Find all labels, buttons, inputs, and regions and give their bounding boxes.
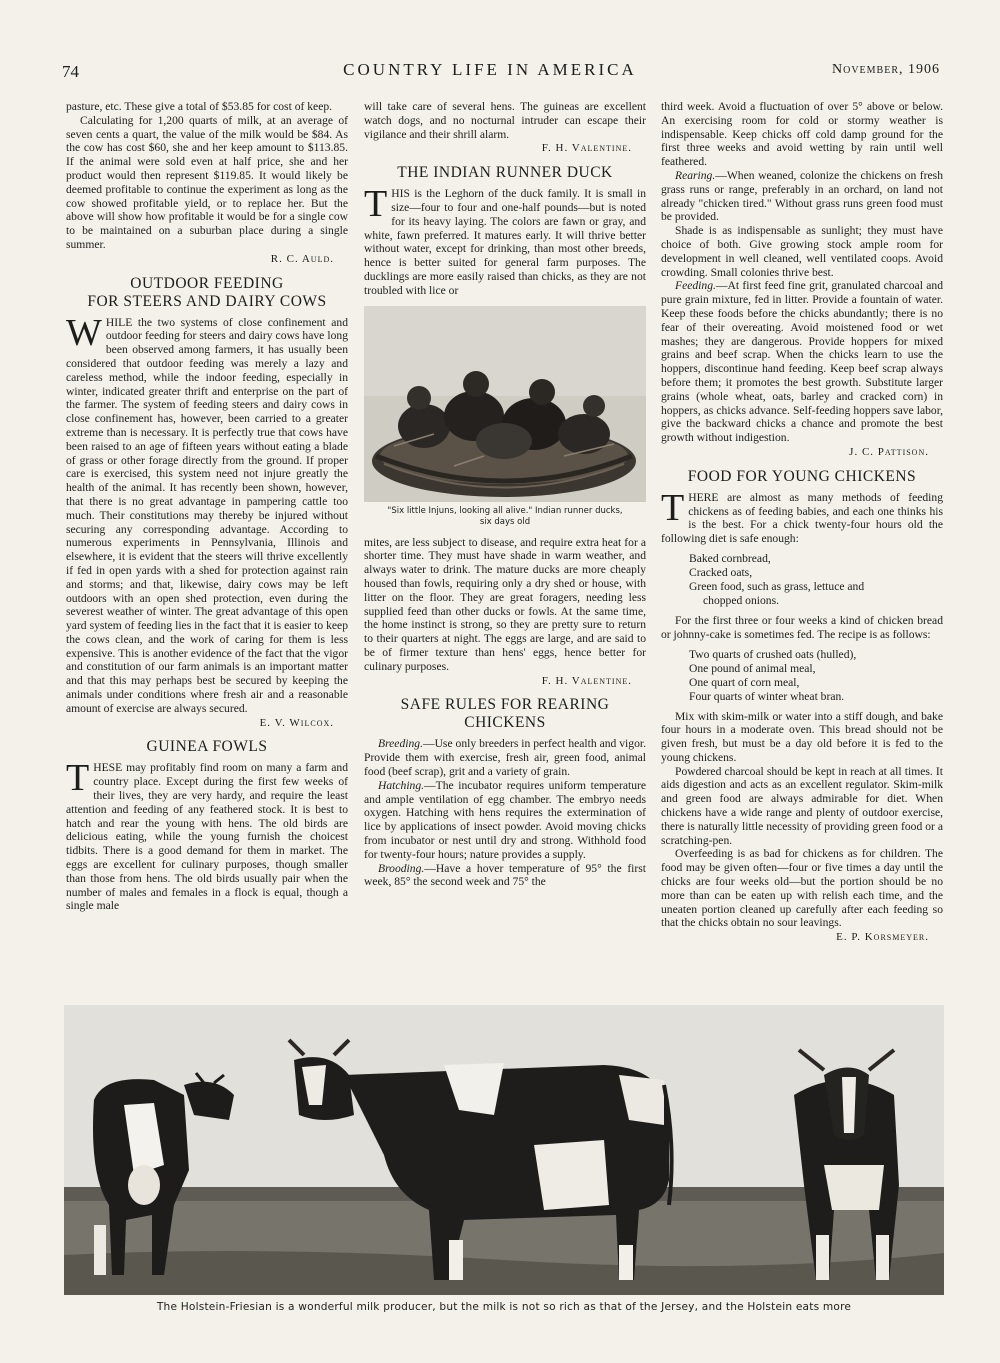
- list-item: One quart of corn meal,: [689, 675, 800, 689]
- paragraph: third week. Avoid a fluctuation of over 5° above or below. An exercising room for cold or stormy weather is indispensable. Keep chicks off cold damp ground for the first three weeks and avoid wetting by rain until well feathered.: [661, 100, 943, 169]
- title-line: OUTDOOR FEEDING: [130, 274, 284, 292]
- drop-cap: T: [364, 183, 388, 226]
- drop-cap: T: [66, 757, 90, 800]
- article-body: [66, 757, 348, 913]
- paragraph: Shade is as indispensable as sunlight; they must have choice of both. Give growing stock ample room for development in well cleaned, well ventilated coops. Avoid crowding. Small colonies thrive best.: [661, 224, 943, 279]
- ducklings-illustration: [364, 306, 646, 502]
- list-item: Baked cornbread,: [689, 551, 771, 565]
- drop-cap: T: [661, 486, 685, 529]
- caption-line: six days old: [479, 516, 531, 527]
- title-line: SAFE RULES FOR REARING: [400, 696, 610, 714]
- author-signature: J. C. Pattison.: [849, 445, 929, 458]
- body-text: HERE are almost as many methods of feeding chickens as of feeding babies, and each one thinks his is the best. For a chick twenty-four hours old the following diet is safe enough:: [661, 490, 943, 546]
- list-item: Green food, such as grass, lettuce and: [689, 579, 865, 593]
- paragraph: pasture, etc. These give a total of $53.85 for cost of keep.: [66, 100, 333, 113]
- cows-illustration: [64, 1005, 944, 1295]
- article-body: [364, 183, 646, 297]
- page-number: 74: [62, 62, 79, 81]
- paragraph: For the first three or four weeks a kind of chicken bread or johnny-cake is sometimes fed. The recipe is as follows:: [661, 613, 943, 641]
- ducklings-photo: [364, 306, 646, 502]
- list-item: chopped onions.: [703, 593, 779, 607]
- paragraph: Powdered charcoal should be kept in reach at all times. It aids digestion and acts as an excellent regulator. Skim-milk and green food are always admirable for diet. When chickens have a wide range and plenty of outdoor exercise, there is naturally little necessity of providing green food or a scratching-pen.: [661, 764, 943, 847]
- body-text: —Have a hover temperature of 95° the first week, 85° the second week and 75° the: [364, 861, 646, 889]
- article-title-safe-rules: [364, 696, 646, 732]
- caption-line: "Six little Injuns, looking all alive." Indian runner ducks,: [387, 505, 623, 516]
- column-1: [66, 100, 348, 990]
- paragraph: [661, 279, 943, 445]
- drop-cap: W: [66, 311, 102, 354]
- body-text: HESE may profitably find room on many a farm and country place. Except during the first few weeks of their lives, they are very hardy, and require the least attention and feeding of any feathered stock. It is best to hatch and rear the young with hens. The old birds are delicious eating, while the young furnish the choicest tidbits. There is a good demand for them in market. The eggs are excellent for culinary purposes, though smaller than those from hens. The old birds usually pair when the number of males and females in a flock is equal, though a single male: [66, 761, 348, 913]
- list-item: Four quarts of winter wheat bran.: [689, 689, 845, 703]
- article-body: [66, 311, 348, 716]
- paragraph: Mix with skim-milk or water into a stiff dough, and bake four hours in a moderate oven. This bread should not be given fresh, but must be a day old before it is fed to the young chickens.: [661, 709, 943, 764]
- column-3: [661, 100, 943, 990]
- body-text: —The incubator requires uniform temperature and ample ventilation of egg chamber. The embryo needs oxygen. Hatching with hens requires the extermination of lice by applications of insect powder. Avoid moving chicks from incubator or nest until dry and strong. Withhold food for twenty-four hours; nature provides a supply.: [364, 778, 646, 861]
- list-item: One pound of animal meal,: [689, 661, 816, 675]
- recipe-list: [689, 648, 943, 704]
- article-title-outdoor-feeding: [66, 275, 348, 311]
- column-2: [364, 100, 646, 990]
- magazine-title: COUNTRY LIFE IN AMERICA: [343, 60, 637, 79]
- run-in-heading: Brooding.: [378, 861, 425, 875]
- paragraph: [661, 169, 943, 224]
- issue-date: November, 1906: [831, 62, 940, 77]
- article-title-food-for-young-chickens: FOOD FOR YOUNG CHICKENS: [687, 467, 917, 485]
- body-text: HIS is the Leghorn of the duck family. It is small in size—four to four and one-half pounds—but is noted for its heavy laying. The colors are fawn or gray, and white, fawn preferred. It matures early. It will thrive better without water, except for drinking, than most other breeds, hence is better suited for general farm purposes. The ducklings are more easily raised than chicks, as they are not troubled with lice or: [364, 187, 646, 297]
- paragraph: mites, are less subject to disease, and require extra heat for a shorter time. They must have shade in warm weather, and always water to drink. The mature ducks are more cheaply housed than fowls, requiring only a dry shed or house, with litter on the floor. They are great foragers, needing less supplied feed than other ducks or fowls. At the same time, the home instinct is strong, so they are pretty sure to return to their quarters at night. The eggs are large, and are said to be of firmer texture than hens' eggs, hence better for culinary purposes.: [364, 535, 646, 673]
- author-signature: E. P. Korsmeyer.: [836, 931, 929, 944]
- author-signature: E. V. Wilcox.: [259, 716, 334, 729]
- list-item: Cracked oats,: [689, 565, 753, 579]
- title-line: CHICKENS: [464, 714, 546, 732]
- run-in-heading: Rearing.: [675, 168, 716, 182]
- title-line: FOR STEERS AND DAIRY COWS: [87, 292, 327, 310]
- body-text: HILE the two systems of close confinement and outdoor feeding for steers and dairy cows have long been observed among farmers, it has usually been considered that outdoor feeding was merely a lazy and careless method, while the indoor feeding, especially in winter, indicated greater thrift and enterprise on the part of the farmer. The system of feeding steers and dairy cows in close confinement has, however, been carried to a greater extreme than is necessary. It is perfectly true that cows have been raised to an age of fifteen years without eating a blade of grass or other forage directly from the ground. If proper care is exercised, this system need not injure greatly the health of the animal. It has recently been shown, however, that there is no great advantage in pampering cattle too much. Their constitutions may thereby be injured without securing any corresponding advantage. According to numerous experiments in Pennsylvania, Illinois and elsewhere, it is evident that the steers will thrive excellently if fed in open yards with a shed for protection against rain and storms; and that, likewise, dairy cows may be left outdoors with an open shed protection, even during the severest weather of winter. The great advantage of this open yard system of feeding lies in the fact that it is easier to keep the cows clean, and the work of caring for them is less expensive. This is another evidence of the fact that the vigor and constitution of our farm animals is an important matter and that this may perhaps best be secured by keeping the animals under conditions where fresh air and a reasonable amount of exercise are always secured.: [66, 315, 348, 715]
- cows-caption: The Holstein-Friesian is a wonderful milk producer, but the milk is not so rich as that of the Jersey, and the Holstein eats more: [156, 1301, 852, 1313]
- article-body: [661, 486, 943, 546]
- diet-list: [689, 552, 943, 608]
- article-title-guinea-fowls: GUINEA FOWLS: [146, 738, 268, 756]
- holstein-cows-photo: [64, 1005, 944, 1295]
- author-signature: F. H. Valentine.: [541, 142, 632, 155]
- run-in-heading: Hatching.: [378, 778, 425, 792]
- paragraph: Calculating for 1,200 quarts of milk, at an average of seven cents a quart, the value of the milk would be $84. As the cow has cost $60, she and her keep amount to $113.85. If the animal were sold even at half price, she and her product would then represent $119.85. It would likely be deemed profitable to continue the experiment as long as the cow showed profitable yield, or to replace her. But the above will show how profitable it would be for a single cow to be maintained on a suburban place during a single summer.: [66, 113, 348, 251]
- author-signature: R. C. Auld.: [270, 252, 334, 265]
- paragraph: [364, 737, 646, 778]
- author-signature: F. H. Valentine.: [541, 674, 632, 687]
- ducklings-caption: [364, 506, 646, 528]
- body-text: —When weaned, colonize the chickens on fresh grass runs or range, preferably in an orchard, on land not already "chicken tired." Without grass runs green food must be provided.: [661, 168, 943, 224]
- paragraph: Overfeeding is as bad for chickens as for children. The food may be given often—four or five times a day until the chicks are four weeks old—but the portion should be no more than can be eaten up with relish each time, and the uneaten portion cleaned up carefully after each feeding so that the chicks obtain no sour leavings.: [661, 847, 943, 930]
- paragraph: [364, 862, 646, 890]
- body-text: —Use only breeders in perfect health and vigor. Provide them with exercise, fresh air, green food, animal food (beef scrap), grit and a variety of grain.: [364, 737, 646, 778]
- list-item: Two quarts of crushed oats (hulled),: [689, 647, 857, 661]
- run-in-heading: Breeding.: [378, 737, 423, 751]
- run-in-heading: Feeding.: [675, 279, 716, 293]
- body-text: —At first feed fine grit, granulated charcoal and pure grain mixture, fed in litter. Provide a fountain of water. Keep these foods before the chicks abundantly; there is no fear of their overeating. Avoid moistened food or wet mashes; they are dangerous. Provide hoppers for mixed grains and beef scrap. When the chicks learn to use the hoppers, discontinue hand feeding. Keep beef scrap always before them; it promotes the best growth. Substitute larger grains (whole wheat, oats, barley and cracked corn) in hoppers, as chicks advance. Self-feeding hoppers save labor, give the backward chicks a chance and promote the best growth without indigestion.: [661, 279, 943, 445]
- paragraph: [364, 779, 646, 862]
- paragraph: will take care of several hens. The guineas are excellent watch dogs, and no nocturnal intruder can escape their vigilance and their shrill alarm.: [364, 100, 646, 141]
- article-title-indian-runner-duck: THE INDIAN RUNNER DUCK: [397, 164, 613, 182]
